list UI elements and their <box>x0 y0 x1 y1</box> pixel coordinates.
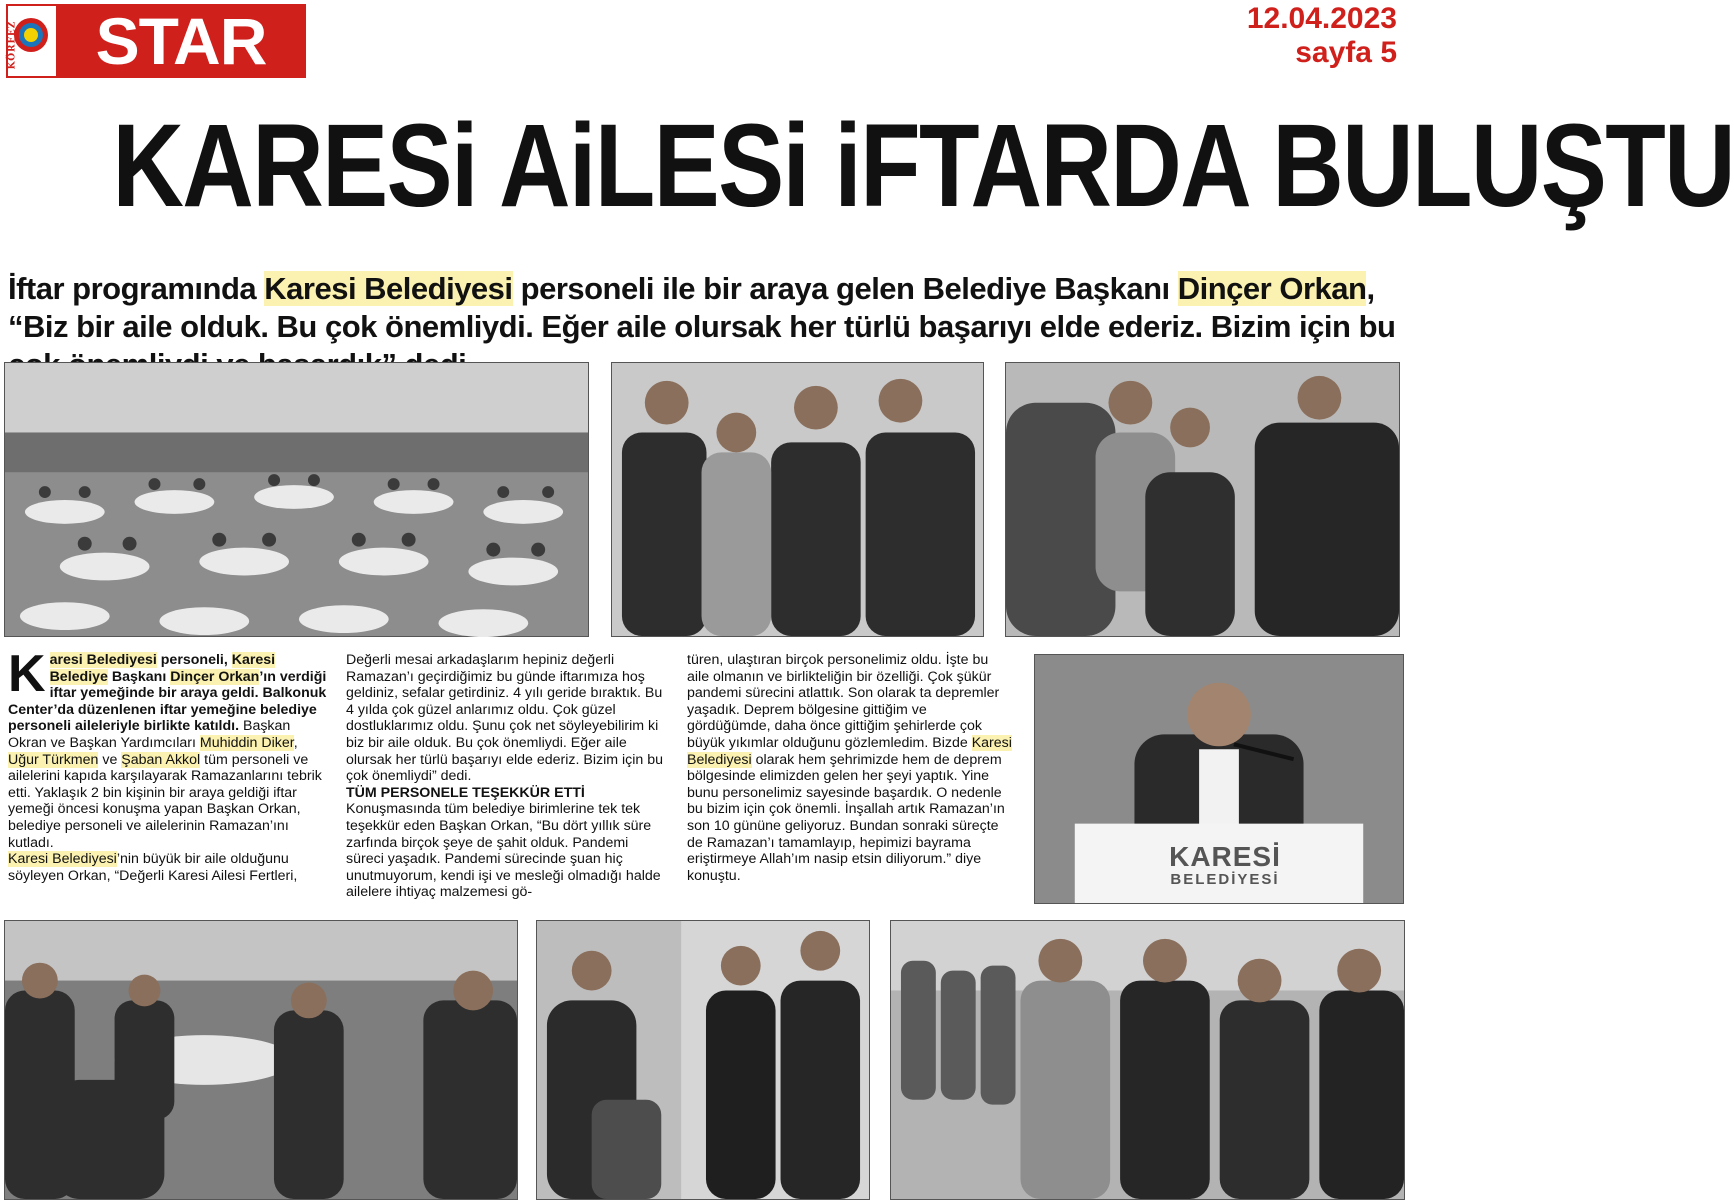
logo-side-text: KÖRFEZ <box>7 20 18 70</box>
highlight-dincer-orkan: Dinçer Orkan <box>1177 271 1367 306</box>
highlight-karesi-belediyesi: Karesi Belediyesi <box>264 271 513 306</box>
issue-info <box>1247 2 1397 70</box>
logo-wordmark: STAR <box>58 6 304 76</box>
photo-tables-guests <box>4 920 518 1200</box>
photo-group-four <box>611 362 984 637</box>
deck-summary: İftar programında Karesi Belediyesi personeli ile bir araya gelen Belediye Başkanı Dinçer Orkan, “Biz bir aile olduk. Bu çok önemliydi. Eğer aile olursak her türlü başarıyı elde ederiz. Bizim için bu <box>8 271 1396 344</box>
article-column-3: türen, ulaştıran birçok personelimiz oldu. İşte bu aile olmanın ve birlikteliğin bir özelliği. Çok şükür pandemi sürecini atlattık. Son olarak ta depremler yaşadık. Deprem bölgesine gittiğim ve gördüğümde, daha önce gittiğim şehirlerde çok büyük yıkımlar olduğunu gözlemledim. Bizde Karesi Belediyesi olarak hem şehrimizde hem de deprem bölgesinde elimizden gelen her şeyi yaptık. Yine bunu personelimiz sayesinde başardık. O nedenle bu bizim için çok önemli. İnşallah artık Ramazan’ın son 10 gününe geliyoruz. Bundan sonraki süreçte de Ramazan’ı tamamlayıp, hepimizi bayrama eriştirmeye Allah’ım nasip etsin diliyorum.” diye konuştu. <box>687 652 1012 884</box>
issue-date: 12.04.2023 <box>1246 2 1397 35</box>
photo-speaker-podium <box>1034 654 1404 904</box>
photo-woman-stroller <box>536 920 870 1200</box>
podium-logo-line1: KARESİ <box>1169 841 1281 872</box>
article-column-1: Karesi Belediyesi personeli, Karesi Belediye Başkanı Dinçer Orkan’ın verdiği iftar yemeğinde bir araya geldi. Balkonuk Center’da düzenlenen iftar yemeğine belediye personeli aileleriyle birlikte katıldı. Başkan Okran ve Başkan Yardımcıları Muhiddin Diker, Uğur Türkmen ve Şaban Akkol tüm personeli ve ailelerini kapıda karşılayarak Ramazanlarını tebrik etti. Yaklaşık 2 bin kişinin bir araya geldiği iftar yemeği öncesi konuşma yapan Başkan Orkan, belediye personeli ve ailelerinin Ramazan’ını kutladı. Karesi Belediyesi’nin büyük bir aile olduğunu söyleyen Orkan, “Değerli Karesi Ailesi Fertleri, <box>8 645 327 884</box>
subheading: TÜM PERSONELE TEŞEKKÜR ETTİ <box>346 784 585 801</box>
photo-greeting-family <box>1005 362 1400 637</box>
page-number: sayfa 5 <box>1295 36 1397 69</box>
newspaper-logo <box>6 4 306 78</box>
photo-iftar-hall <box>4 362 589 637</box>
podium-logo-line2: BELEDİYESİ <box>1170 871 1280 888</box>
photo-handshake-line <box>890 920 1405 1200</box>
logo-emblem-icon <box>8 6 58 76</box>
podium-logo <box>1115 843 1335 889</box>
headline: KARESi AiLESi iFTARDA BULUŞTU <box>112 100 1734 232</box>
article-column-2: Değerli mesai arkadaşlarım hepiniz değerli Ramazan’ı geçirdiğimiz bu günde iftarımıza hoş geldiniz, sefalar getirdiniz. 4 yılı geride bıraktık. Bu 4 yılda çok güzel anlarımız oldu. Çok güzel dostluklarımız oldu. Şunu çok net söyleyebilirim ki biz bir aile olduk. Bu çok önemliydi. Eğer aile olursak her türlü başarıyı elde ederiz. Bizim için bu çok önemliydi” dedi. TÜM PERSONELE TEŞEKKÜR ETTİ Konuşmasında tüm belediye birimlerine tek tek teşekkür eden Başkan Orkan, “Bu dört yıllık süre zarfında birçok şeye de şahit olduk. Pandemi süreci yaşadık. Pandemi sürecinde şuan hiç unutmuyorum, kendi işi ve mesleği olmadığı halde ailelere ihtiyaç malzemesi gö- <box>346 652 666 901</box>
drop-cap: K <box>8 645 46 703</box>
